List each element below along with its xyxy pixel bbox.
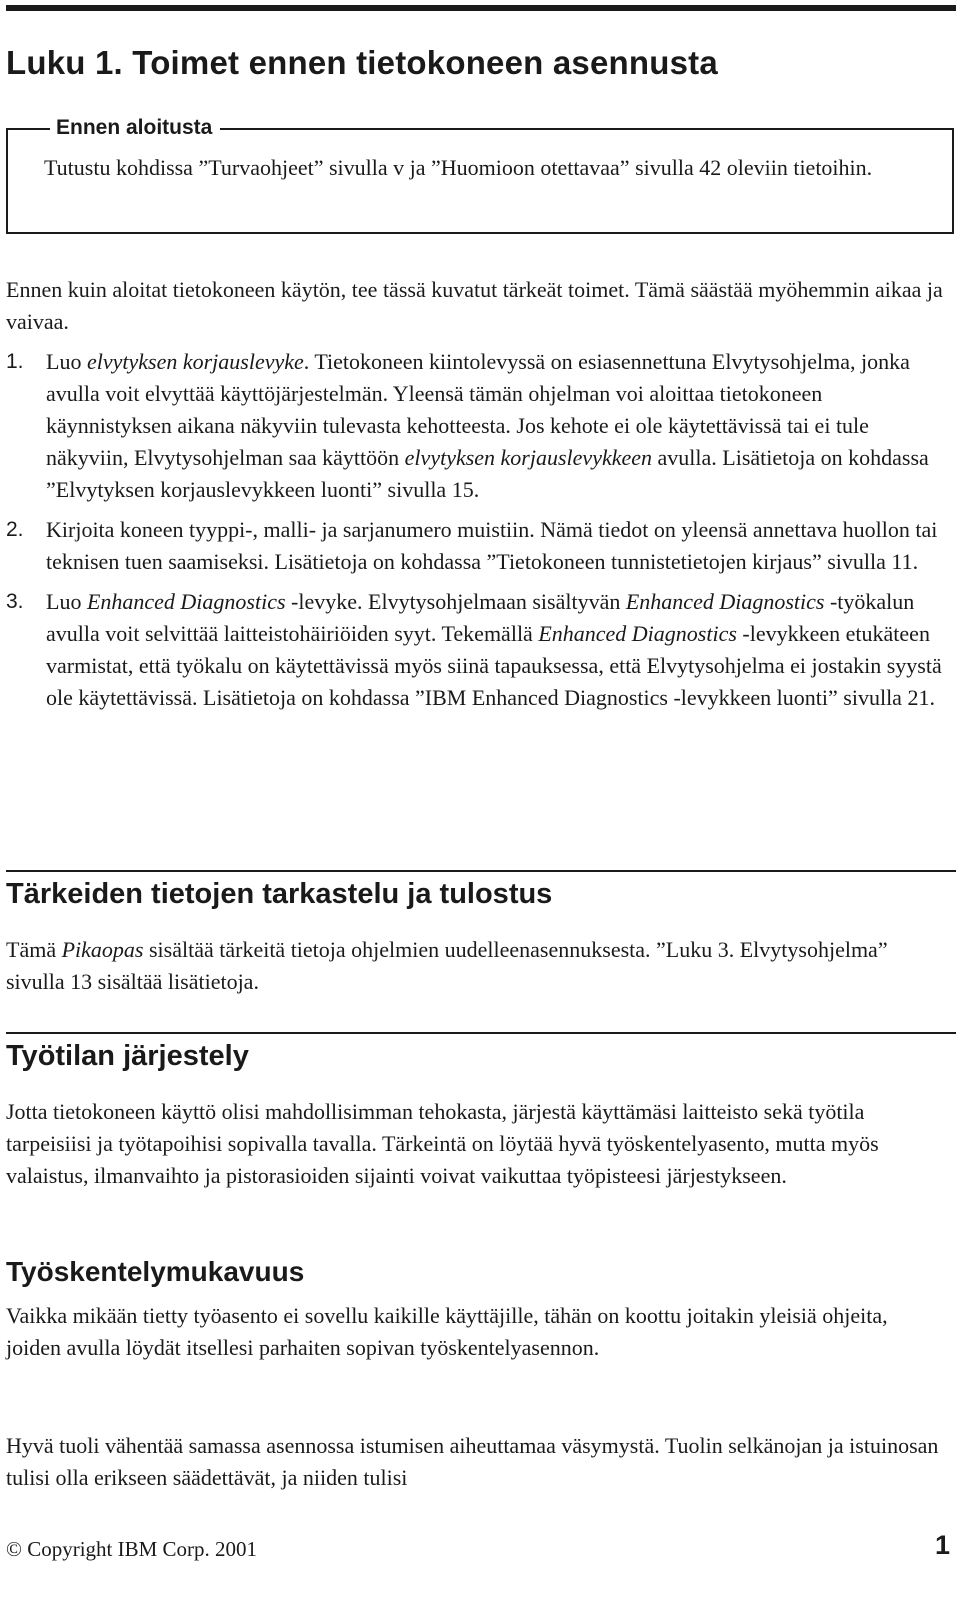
steps-list [6,346,946,722]
section-paragraph [6,1430,946,1494]
section-heading: Tärkeiden tietojen tarkastelu ja tulostus [6,878,553,910]
step-text: Luo [46,589,87,614]
step-item [6,346,946,506]
step-number: 1. [6,350,24,373]
step-emphasis: elvytyksen korjauslevykkeen [404,445,653,470]
step-emphasis: Enhanced Diagnostics [86,589,286,614]
step-text: -levyke. Elvytysohjelmaan sisältyvän [285,589,626,614]
step-text: avulla. Lisätietoja on kohdassa ”Elvytyksen korjauslevykkeen luonti” sivulla 15. [46,445,929,502]
paragraph-text: Tämä [6,937,62,962]
paragraph-text: Vaikka mikään tietty työasento ei sovellu kaikille käyttäjille, tähän on koottu joitakin yleisiä ohjeita, joiden avulla löydät itsellesi parhaiten sopivan työskentelyasennon. [6,1303,888,1360]
step-number: 3. [6,590,24,613]
top-rule [6,5,956,11]
paragraph-text: sisältää tärkeitä tietoja ohjelmien uudelleenasennuksesta. ”Luku 3. Elvytysohjelma” sivulla 13 sisältää lisätietoja. [6,937,888,994]
paragraph-text: Jotta tietokoneen käyttö olisi mahdollisimman tehokasta, järjestä käyttämäsi laitteisto sekä työtila tarpeisiisi ja työtapoihisi sopivalla tavalla. Tärkeintä on löytää hyvä työskentelyasento, mutta myös valaistus, ilmanvaihto ja pistorasioiden sijainti voivat vaikuttaa työpisteesi järjestykseen. [6,1099,879,1188]
paragraph-emphasis: Pikaopas [61,937,144,962]
step-emphasis: elvytyksen korjauslevyke [86,349,304,374]
chapter-title: Luku 1. Toimet ennen tietokoneen asennusta [6,44,718,81]
page-number: 1 [934,1530,950,1560]
step-text: -levykkeen etukäteen varmistat, että työkalu on käytettävissä myös siinä tapauksessa, että Elvytysohjelma ei jostakin syystä ole käytettävissä. Lisätietoja on kohdassa ”IBM Enhanced Diagnostics -levykkeen luonti” sivulla 21. [46,621,942,710]
step-text: -työkalun avulla voit selvittää laitteistohäiriöiden syyt. Tekemällä [46,589,915,646]
step-item [6,586,946,714]
footer-copyright: © Copyright IBM Corp. 2001 [6,1537,258,1561]
step-text: . Tietokoneen kiintolevyssä on esiasennettuna Elvytysohjelma, jonka avulla voit elvyttää käyttöjärjestelmän. Yleensä tämän ohjelman voi aloittaa tietokoneen käynnistyksen aikana näkyviin tulevasta kehotteesta. Jos kehote ei ole käytettävissä tai ei tule näkyviin, Elvytysohjelman saa käyttöön [46,349,910,470]
section-heading: Työtilan järjestely [6,1040,249,1072]
notice-box [6,116,954,234]
intro-paragraph [6,274,946,338]
step-number: 2. [6,518,24,541]
notice-label: Ennen aloitusta [50,116,220,140]
section-rule [6,1032,956,1034]
subsection-heading: Työskentelymukavuus [6,1256,305,1287]
step-item [6,514,946,578]
step-emphasis: Enhanced Diagnostics [625,589,825,614]
step-text: Kirjoita koneen tyyppi-, malli- ja sarjanumero muistiin. Nämä tiedot on yleensä annettava huollon tai teknisen tuen saamiseksi. Lisätietoja on kohdassa ”Tietokoneen tunnistetietojen kirjaus” sivulla 11. [46,517,938,574]
notice-text: Tutustu kohdissa ”Turvaohjeet” sivulla v ja ”Huomioon otettavaa” sivulla 42 oleviin tietoihin. [44,155,873,180]
intro-text: Ennen kuin aloitat tietokoneen käytön, tee tässä kuvatut tärkeät toimet. Tämä säästää myöhemmin aikaa ja vaivaa. [6,277,943,334]
step-text: Luo [46,349,87,374]
section-paragraph [6,1300,946,1364]
section-paragraph [6,1096,946,1192]
section-rule [6,870,956,872]
section-paragraph [6,934,946,998]
paragraph-text: Hyvä tuoli vähentää samassa asennossa istumisen aiheuttamaa väsymystä. Tuolin selkänojan ja istuinosan tulisi olla erikseen säädettävät, ja niiden tulisi [6,1433,939,1490]
step-emphasis: Enhanced Diagnostics [538,621,737,646]
